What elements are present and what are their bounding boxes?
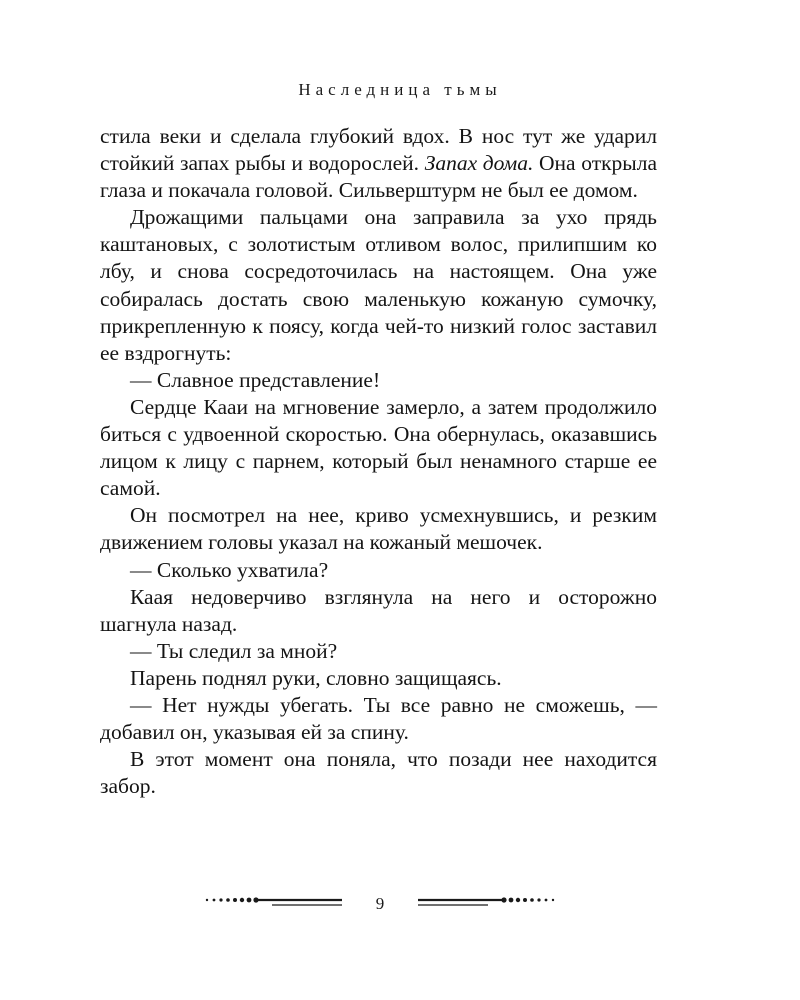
italic-text: Запах дома. [424, 151, 534, 176]
text-run: Каая недоверчиво взглянула на него и осторожно шагнула назад. [100, 584, 657, 636]
page-number: 9 [375, 894, 385, 913]
paragraph [100, 665, 657, 692]
paragraph [100, 123, 657, 204]
paragraph [100, 692, 657, 746]
text-run: — Сколько ухватила? [130, 557, 329, 582]
page-footer [0, 892, 800, 922]
text-run: В этот момент она поняла, что позади нее находится забор. [100, 747, 657, 799]
text-run: Он посмотрел на нее, криво усмехнувшись, и резким движением головы указал на кожаный мешочек. [100, 503, 657, 555]
text-run: Парень поднял руки, словно защищаясь. [130, 665, 502, 690]
paragraph [100, 746, 657, 800]
right-ornament-lines [418, 900, 502, 905]
left-ornament [0, 892, 800, 922]
paragraph [100, 367, 657, 394]
paragraph [100, 204, 657, 367]
paragraph [100, 557, 657, 584]
text-run: Дрожащими пальцами она заправила за ухо прядь каштановых, с золотистым отливом волос, прилипшим ко лбу, и снова сосредоточилась на настоящем. Она уже собиралась достать свою маленькую кожаную сумочку, прикрепленную к поясу, когда чей-то низкий голос заставил ее вздрогнуть: [100, 205, 657, 365]
right-ornament-dots [501, 897, 554, 902]
text-run: — Нет нужды убегать. Ты все равно не сможешь, — добавил он, указывая ей за спину. [100, 692, 657, 745]
text-run: — Славное представление! [130, 367, 381, 392]
left-ornament-lines [258, 900, 342, 905]
text-run: Она открыла глаза и покачала головой. Сильверштурм не был ее домом. [100, 151, 658, 203]
paragraph [100, 584, 657, 638]
paragraph [100, 394, 657, 502]
body-text [100, 123, 657, 800]
text-run: — Ты следил за мной? [130, 638, 338, 663]
running-head: Наследница тьмы [298, 80, 502, 99]
paragraph [100, 502, 657, 556]
paragraph [100, 638, 657, 665]
text-run: стила веки и сделала глубокий вдох. В нос тут же ударил стойкий запах рыбы и водорослей. [100, 124, 657, 176]
left-ornament-dots [206, 897, 259, 902]
text-run: Сердце Кааи на мгновение замерло, а затем продолжило биться с удвоенной скоростью. Она обернулась, оказавшись лицом к лицу с парнем, который был ненамного старше ее самой. [100, 394, 657, 501]
